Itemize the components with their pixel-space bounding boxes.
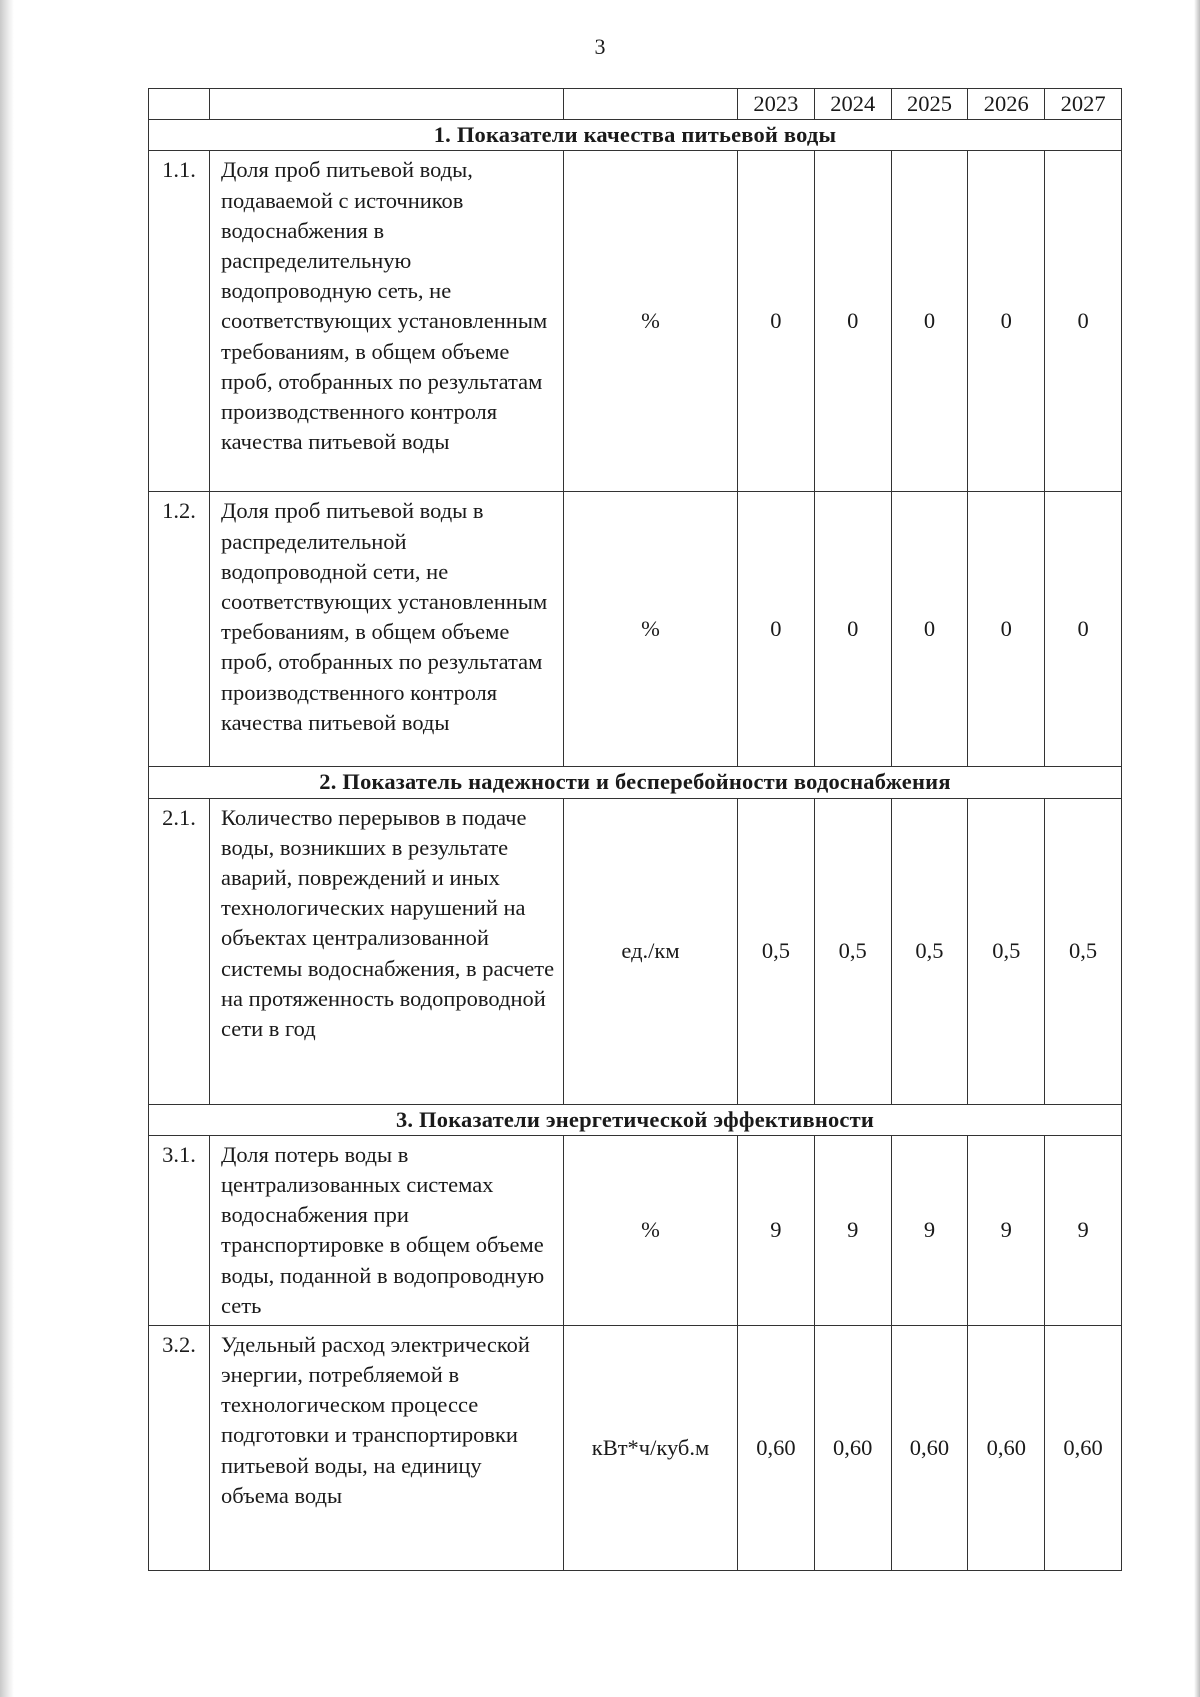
indicators-table <box>148 88 1122 1571</box>
year-header: 2027 <box>1045 89 1122 120</box>
value-cell: 0 <box>1045 151 1122 492</box>
section-heading-row <box>149 120 1122 151</box>
value-cell: 0,5 <box>738 798 815 1104</box>
value-cell: 9 <box>814 1135 891 1325</box>
section-title: 1. Показатели качества питьевой воды <box>149 120 1122 151</box>
value-cell: 0 <box>968 151 1045 492</box>
value-cell: 0 <box>814 151 891 492</box>
table-header-row <box>149 89 1122 120</box>
unit-cell: % <box>564 1135 738 1325</box>
row-number: 1.2. <box>149 492 210 767</box>
value-cell: 0 <box>891 492 968 767</box>
value-cell: 0,5 <box>968 798 1045 1104</box>
value-cell: 0,60 <box>814 1325 891 1570</box>
value-cell: 0 <box>814 492 891 767</box>
header-num-cell <box>149 89 210 120</box>
value-cell: 0 <box>968 492 1045 767</box>
table-row <box>149 492 1122 767</box>
row-number: 3.1. <box>149 1135 210 1325</box>
value-cell: 0,5 <box>1045 798 1122 1104</box>
value-cell: 9 <box>738 1135 815 1325</box>
indicator-name: Количество перерывов в подаче воды, возникших в результате аварий, повреждений и иных технологических нарушений на объектах централизованной системы водоснабжения, в расчете на протяженность водопроводной сети в год <box>210 798 564 1104</box>
value-cell: 0,60 <box>738 1325 815 1570</box>
scan-shadow-right <box>1194 0 1200 1697</box>
indicator-name: Удельный расход электрической энергии, потребляемой в технологическом процессе подготовки и транспортировки питьевой воды, на единицу объема воды <box>210 1325 564 1570</box>
value-cell: 0 <box>1045 492 1122 767</box>
table-row <box>149 151 1122 492</box>
unit-cell: кВт*ч/куб.м <box>564 1325 738 1570</box>
value-cell: 9 <box>1045 1135 1122 1325</box>
section-title: 3. Показатели энергетической эффективности <box>149 1104 1122 1135</box>
unit-cell: ед./км <box>564 798 738 1104</box>
year-header: 2025 <box>891 89 968 120</box>
value-cell: 0 <box>891 151 968 492</box>
year-header: 2024 <box>814 89 891 120</box>
value-cell: 0,60 <box>1045 1325 1122 1570</box>
section-title: 2. Показатель надежности и бесперебойности водоснабжения <box>149 767 1122 798</box>
year-header: 2026 <box>968 89 1045 120</box>
section-heading-row <box>149 1104 1122 1135</box>
scan-shadow-left <box>0 0 14 1697</box>
header-unit-cell <box>564 89 738 120</box>
value-cell: 0 <box>738 151 815 492</box>
year-header: 2023 <box>738 89 815 120</box>
indicator-name: Доля проб питьевой воды в распределительной водопроводной сети, не соответствующих установленным требованиям, в общем объеме проб, отобранных по результатам производственного контроля качества питьевой воды <box>210 492 564 767</box>
value-cell: 0,60 <box>891 1325 968 1570</box>
row-number: 3.2. <box>149 1325 210 1570</box>
table-row <box>149 798 1122 1104</box>
value-cell: 0,5 <box>814 798 891 1104</box>
indicator-name: Доля проб питьевой воды, подаваемой с источников водоснабжения в распределительную водопроводную сеть, не соответствующих установленным требованиям, в общем объеме проб, отобранных по результатам производственного контроля качества питьевой воды <box>210 151 564 492</box>
value-cell: 0,5 <box>891 798 968 1104</box>
row-number: 2.1. <box>149 798 210 1104</box>
value-cell: 0 <box>738 492 815 767</box>
section-heading-row <box>149 767 1122 798</box>
value-cell: 9 <box>891 1135 968 1325</box>
table-row <box>149 1135 1122 1325</box>
value-cell: 9 <box>968 1135 1045 1325</box>
unit-cell: % <box>564 151 738 492</box>
table-row <box>149 1325 1122 1570</box>
page-number: 3 <box>594 34 606 59</box>
indicator-name: Доля потерь воды в централизованных системах водоснабжения при транспортировке в общем объеме воды, поданной в водопроводную сеть <box>210 1135 564 1325</box>
row-number: 1.1. <box>149 151 210 492</box>
header-name-cell <box>210 89 564 120</box>
value-cell: 0,60 <box>968 1325 1045 1570</box>
unit-cell: % <box>564 492 738 767</box>
